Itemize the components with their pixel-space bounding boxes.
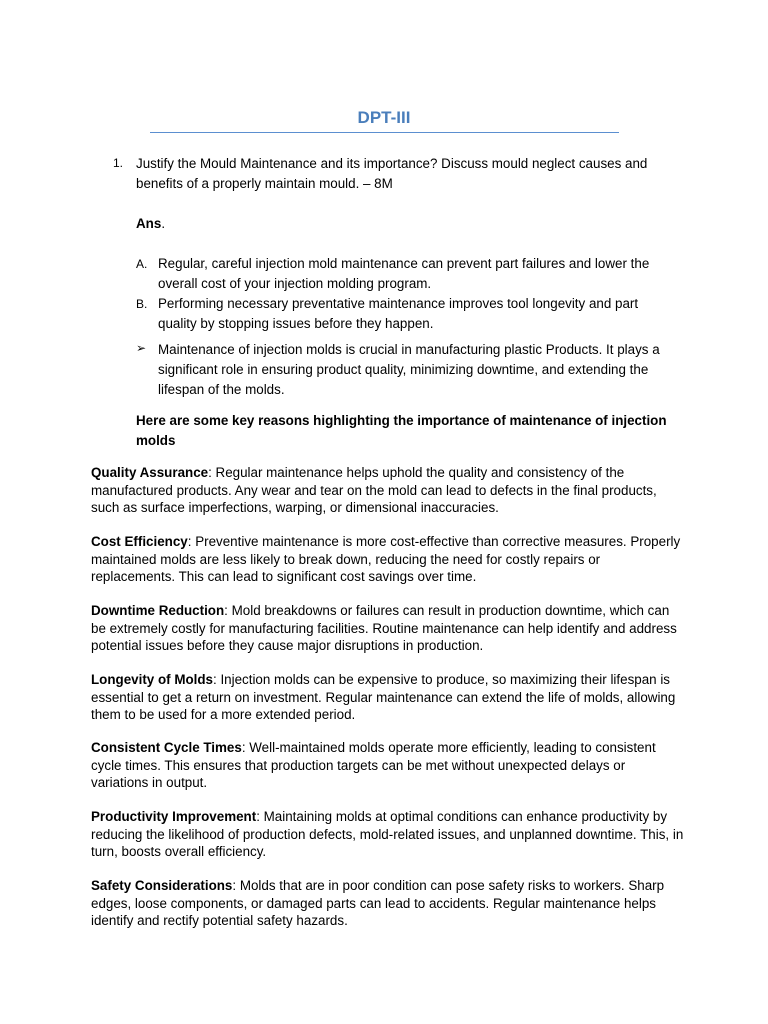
reason-text: : Regular maintenance helps uphold the quality and consistency of the manufactured products. Any wear and tear on the mold can lead to defects in the final products, such as surface imperfections, warping, or dimensional inaccuracies. [91, 465, 657, 515]
arrow-item-text: Maintenance of injection molds is crucial in manufacturing plastic Products. It plays a significant role in ensuring product quality, minimizing downtime, and extending the lifespan of the molds. [158, 342, 660, 397]
reason-paragraph [91, 671, 686, 724]
answer-label-dot: . [161, 216, 166, 231]
reason-term: Productivity Improvement [91, 809, 257, 824]
reason-text: : Maintaining molds at optimal conditions can enhance productivity by reducing the likelihood of production defects, mold-related issues, and unplanned downtime. This, in turn, boosts overall efficiency. [91, 809, 684, 859]
reason-text: : Well-maintained molds operate more efficiently, leading to consistent cycle times. This ensures that production targets can be met without unexpected delays or variations in output. [91, 740, 656, 790]
reason-paragraph [91, 602, 686, 655]
question-text: Justify the Mould Maintenance and its importance? Discuss mould neglect causes and benefits of a properly maintain mould. – 8M [136, 156, 648, 191]
reason-paragraph [91, 739, 686, 792]
reason-term: Downtime Reduction [91, 603, 225, 618]
arrow-bullet-icon: ➢ [136, 341, 147, 355]
list-item-text-b: Performing necessary preventative maintenance improves tool longevity and part quality by stopping issues before they happen. [158, 296, 639, 331]
list-item-marker-b: B. [136, 297, 148, 311]
answer-label [136, 214, 165, 234]
reason-paragraph [91, 533, 686, 586]
reason-text: : Preventive maintenance is more cost-effective than corrective measures. Properly maintained molds are less likely to break down, reducing the need for costly repairs or replacements. This can lead to significant cost savings over time. [91, 534, 681, 584]
list-item-marker-a: A. [136, 257, 148, 271]
page-title: DPT-III [357, 108, 411, 127]
list-item-text-a: Regular, careful injection mold maintenance can prevent part failures and lower the overall cost of your injection molding program. [158, 256, 650, 291]
reason-term: Longevity of Molds [91, 672, 213, 687]
question-number: 1. [113, 156, 124, 170]
title-underline [150, 132, 619, 133]
reason-term: Cost Efficiency [91, 534, 188, 549]
reason-text: : Molds that are in poor condition can pose safety risks to workers. Sharp edges, loose components, or damaged parts can lead to accidents. Regular maintenance helps identify and rectify potential safety hazards. [91, 878, 665, 928]
reasons-heading: Here are some key reasons highlighting the importance of maintenance of injection molds [136, 413, 667, 448]
reason-term: Consistent Cycle Times [91, 740, 242, 755]
answer-label-text: Ans [136, 216, 162, 231]
reason-text: : Mold breakdowns or failures can result in production downtime, which can be extremely costly for manufacturing facilities. Routine maintenance can help identify and address potential issues before they cause major disruptions in production. [91, 603, 677, 653]
reason-paragraph [91, 877, 686, 930]
reason-paragraph [91, 808, 686, 861]
reason-term: Safety Considerations [91, 878, 233, 893]
reason-paragraph [91, 464, 686, 517]
reason-term: Quality Assurance [91, 465, 209, 480]
reason-text: : Injection molds can be expensive to produce, so maximizing their lifespan is essential to get a return on investment. Regular maintenance can extend the life of molds, allowing them to be used for a more extended period. [91, 672, 676, 722]
